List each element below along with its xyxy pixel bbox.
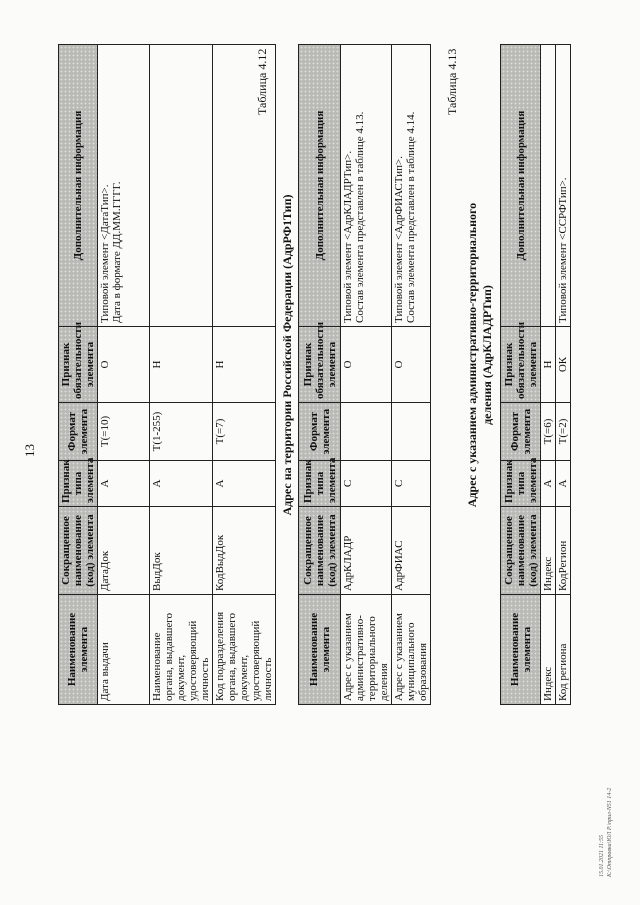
col-name-header: Наименование элемента (501, 595, 541, 705)
cell-format: T(=7) (213, 403, 276, 461)
cell-format: T(=10) (98, 403, 150, 461)
file-footer (598, 788, 614, 877)
col-code-header: Сокращенное наименование (код) элемента (501, 507, 541, 595)
cell-required: О (341, 327, 392, 403)
cell-type: А (556, 461, 571, 507)
cell-name: Код подразделения органа, выдавшего документ, удостоверяющий личность (213, 595, 276, 705)
cell-name: Дата выдачи (98, 595, 150, 705)
cell-type: А (541, 461, 556, 507)
table-row (150, 45, 213, 705)
cell-code: ДатаДок (98, 507, 150, 595)
col-code-header: Сокращенное наименование (код) элемента (299, 507, 341, 595)
cell-format (392, 403, 431, 461)
cell-info: Типовой элемент <ССРФТип>. (556, 45, 571, 327)
cell-name: Адрес с указанием муниципального образования (392, 595, 431, 705)
table-row (213, 45, 276, 705)
cell-format: T(1-255) (150, 403, 213, 461)
col-info-header: Дополнительная информация (501, 45, 541, 327)
section-heading-kladr-line1: Адрес с указанием административно-территориального (465, 202, 479, 508)
cell-required: ОК (556, 327, 571, 403)
cell-required: Н (150, 327, 213, 403)
table-address-rf (298, 44, 431, 705)
col-format-header: Формат элемента (299, 403, 341, 461)
cell-info (150, 45, 213, 327)
col-type-header: Признак типа элемента (299, 461, 341, 507)
cell-code: КодВыдДок (213, 507, 276, 595)
table-identity-document (58, 44, 276, 705)
cell-code: АдрФИАС (392, 507, 431, 595)
table-row (556, 45, 571, 705)
col-type-header: Признак типа элемента (59, 461, 98, 507)
footer-path: К:\Отправка\ЮЛ Р.\прил-N51 14-2 (607, 787, 613, 877)
cell-name: Индекс (541, 595, 556, 705)
table-address-kladr (500, 44, 571, 705)
cell-code: ВыдДок (150, 507, 213, 595)
cell-code: Индекс (541, 507, 556, 595)
table-row (392, 45, 431, 705)
cell-type: С (341, 461, 392, 507)
col-name-header: Наименование элемента (299, 595, 341, 705)
table-header-row (59, 45, 98, 705)
table-label-4-13: Таблица 4.13 (445, 48, 459, 115)
cell-name: Адрес с указанием административно-территориального деления (341, 595, 392, 705)
cell-required: О (98, 327, 150, 403)
table-row (541, 45, 556, 705)
col-info-header: Дополнительная информация (59, 45, 98, 327)
col-type-header: Признак типа элемента (501, 461, 541, 507)
cell-name: Код региона (556, 595, 571, 705)
cell-code: АдрКЛАДР (341, 507, 392, 595)
table-label-4-12: Таблица 4.12 (255, 48, 269, 115)
col-format-header: Формат элемента (59, 403, 98, 461)
cell-info: Типовой элемент <АдрФИАСТип>. Состав элемента представлен в таблице 4.14. (392, 45, 431, 327)
cell-info: Типовой элемент <АдрКЛАДРТип>. Состав элемента представлен в таблице 4.13. (341, 45, 392, 327)
cell-required: Н (213, 327, 276, 403)
table-header-row (299, 45, 341, 705)
cell-info (541, 45, 556, 327)
cell-format: T(=2) (556, 403, 571, 461)
cell-type: С (392, 461, 431, 507)
section-heading-kladr-line2: деления (АдрКЛАДРТип) (480, 285, 494, 425)
section-heading-address-rf: Адрес на территории Российской Федерации (АдрРФ1Тип) (280, 194, 294, 516)
cell-type: А (150, 461, 213, 507)
cell-format (341, 403, 392, 461)
cell-format: T(=6) (541, 403, 556, 461)
col-format-header: Формат элемента (501, 403, 541, 461)
cell-required: Н (541, 327, 556, 403)
cell-type: А (98, 461, 150, 507)
table-row (341, 45, 392, 705)
cell-code: КодРегион (556, 507, 571, 595)
table-header-row (501, 45, 541, 705)
col-required-header: Признак обязательности элемента (59, 327, 98, 403)
cell-required: О (392, 327, 431, 403)
footer-timestamp: 15.01.2021 11:55 (599, 834, 605, 877)
col-name-header: Наименование элемента (59, 595, 98, 705)
cell-info: Типовой элемент <ДатаТип>. Дата в формате ДД.ММ.ГГГГ. (98, 45, 150, 327)
cell-name: Наименование органа, выдавшего документ, удостоверяющий личность (150, 595, 213, 705)
col-required-header: Признак обязательности элемента (299, 327, 341, 403)
col-code-header: Сокращенное наименование (код) элемента (59, 507, 98, 595)
page-number: 13 (22, 444, 37, 457)
section-heading-kladr (465, 105, 495, 605)
col-info-header: Дополнительная информация (299, 45, 341, 327)
table-row (98, 45, 150, 705)
col-required-header: Признак обязательности элемента (501, 327, 541, 403)
cell-type: А (213, 461, 276, 507)
